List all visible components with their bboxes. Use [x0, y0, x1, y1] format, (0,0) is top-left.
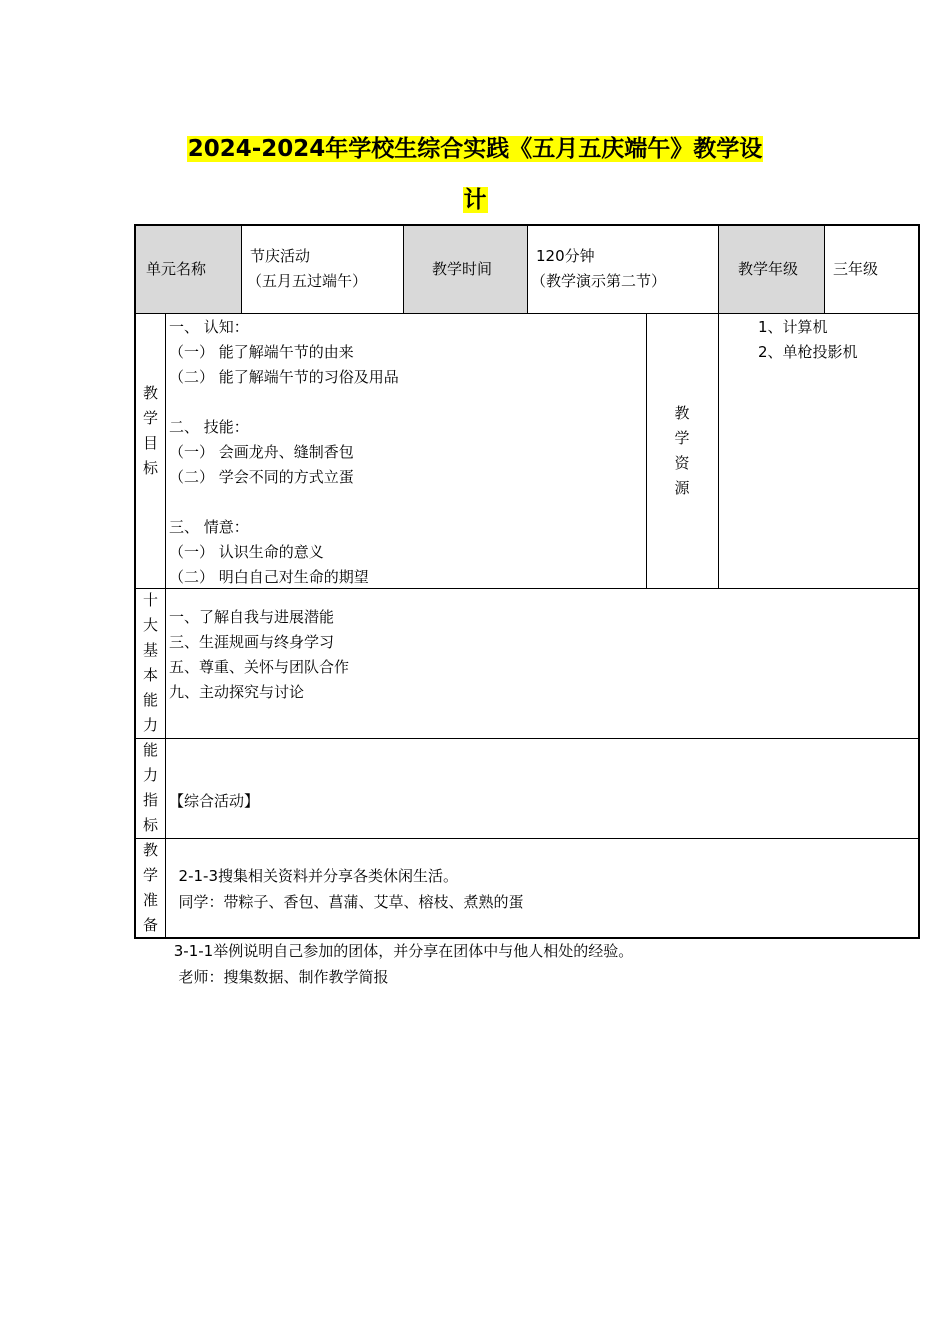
- objective-line: （二） 明白自己对生命的期望: [169, 568, 369, 586]
- objective-line: 二、 技能：: [169, 418, 249, 436]
- objective-line: （二） 学会不同的方式立蛋: [169, 468, 354, 486]
- resources-label-cell: [646, 313, 718, 588]
- ability-line: 一、了解自我与进展潜能: [169, 608, 335, 626]
- indicators-label: 能 力 指 标: [142, 741, 158, 834]
- unit-name-value-1: 节庆活动: [250, 247, 311, 265]
- unit-name-value-2: （五月五过端午）: [247, 272, 368, 290]
- abilities-content: [169, 605, 909, 735]
- document-title-line-2: 计: [463, 187, 487, 213]
- time-value-1: 120分钟: [536, 247, 595, 265]
- abilities-label-cell: [136, 588, 165, 738]
- objective-line: [169, 490, 639, 515]
- label-col-divider: [165, 313, 166, 939]
- ability-line: 九、主动探究与讨论: [169, 683, 305, 701]
- col-divider: [241, 226, 242, 313]
- objective-line: （二） 能了解端午节的习俗及用品: [169, 368, 399, 386]
- time-label: 教学时间: [432, 260, 493, 278]
- objective-line: [169, 390, 639, 415]
- unit-name-value-cell: [241, 226, 403, 313]
- abilities-label: 十 大 基 本 能 力: [142, 591, 158, 734]
- objective-line: 三、 情意：: [169, 518, 249, 536]
- grade-label: 教学年级: [738, 260, 799, 278]
- grade-value: 三年级: [833, 260, 879, 278]
- document-title-line-1: 2024-2024年学校生综合实践《五月五庆端午》教学设: [187, 136, 763, 162]
- resource-item: 1、计算机: [758, 318, 828, 336]
- objective-line: 一、 认知：: [169, 318, 249, 336]
- objectives-label: 教 学 目 标: [142, 384, 158, 477]
- ability-line: 五、尊重、关怀与团队合作: [169, 658, 350, 676]
- col-divider: [718, 226, 719, 313]
- objectives-label-cell: [136, 313, 165, 588]
- objectives-content: [169, 315, 639, 587]
- indicators-label-cell: [136, 738, 165, 838]
- unit-name-label-cell: [136, 226, 241, 313]
- preparation-line: 老师：搜集数据、制作教学简报: [169, 968, 389, 986]
- col-divider: [718, 313, 719, 588]
- preparation-label-cell: [136, 838, 165, 939]
- ability-line: 三、生涯规画与终身学习: [169, 633, 335, 651]
- col-divider: [527, 226, 528, 313]
- objective-line: （一） 会画龙舟、缝制香包: [169, 443, 354, 461]
- col-divider: [824, 226, 825, 313]
- row-divider: [136, 313, 920, 314]
- indicator-line: 3-1-1举例说明自己参加的团体，并分享在团体中与他人相处的经验。: [169, 942, 634, 960]
- grade-label-cell: [718, 226, 824, 313]
- preparation-line: 同学：带粽子、香包、菖蒲、艾草、榕枝、煮熟的蛋: [169, 893, 524, 911]
- resources-label: 教 学 资 源: [674, 404, 690, 497]
- time-label-cell: [403, 226, 527, 313]
- unit-name-label: 单元名称: [146, 260, 207, 278]
- time-value-cell: [527, 226, 718, 313]
- indicator-line: 2-1-3搜集相关资料并分享各类休闲生活。: [169, 867, 458, 885]
- objective-line: （一） 能了解端午节的由来: [169, 343, 354, 361]
- col-divider: [403, 226, 404, 313]
- objective-line: （一） 认识生命的意义: [169, 543, 324, 561]
- preparation-label: 教 学 准 备: [142, 841, 158, 934]
- grade-value-cell: [824, 226, 920, 313]
- time-value-2: （教学演示第二节）: [531, 272, 667, 290]
- lesson-plan-table: [134, 224, 920, 986]
- indicator-line: 【综合活动】: [169, 792, 260, 810]
- resource-item: 2、单枪投影机: [758, 343, 858, 361]
- resources-content: [758, 315, 918, 585]
